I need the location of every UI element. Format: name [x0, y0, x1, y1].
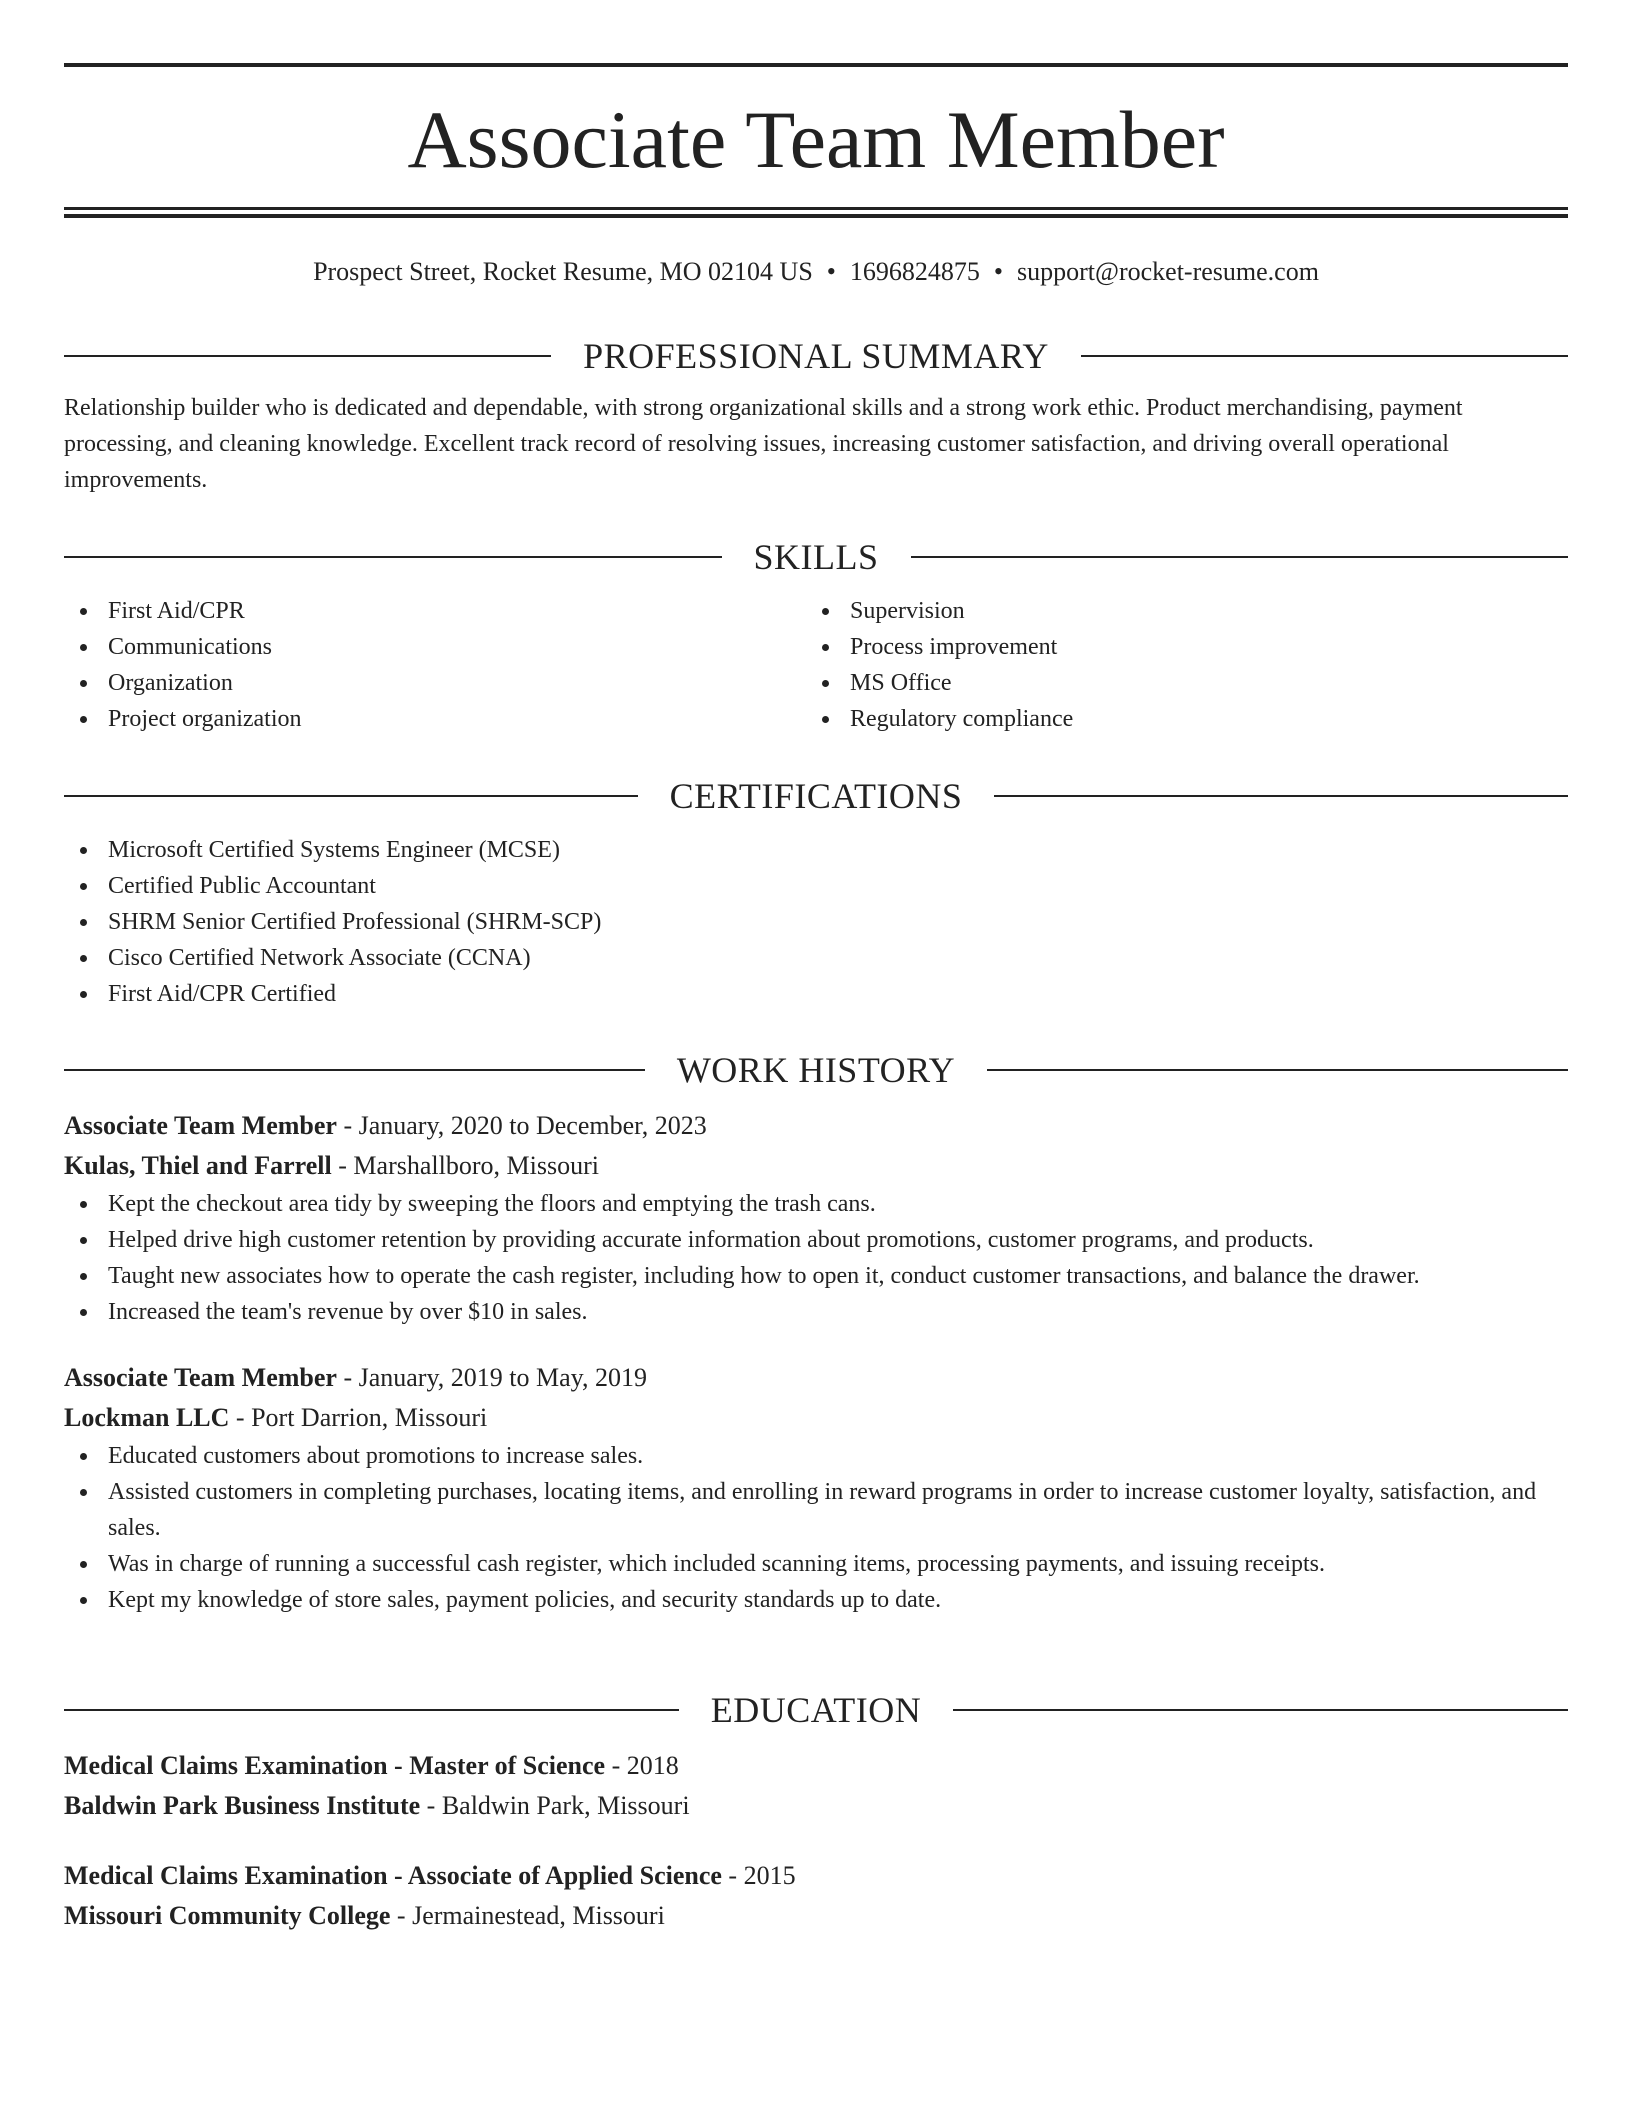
- education-school: Missouri Community College: [64, 1901, 391, 1930]
- summary-section: [64, 334, 1568, 498]
- certification-item: Cisco Certified Network Associate (CCNA): [64, 940, 1568, 976]
- job-bullet: Taught new associates how to operate the cash register, including how to open it, conduct customer transactions, and balance the drawer.: [64, 1258, 1568, 1294]
- skills-heading: SKILLS: [753, 537, 879, 577]
- summary-text: Relationship builder who is dedicated and dependable, with strong organizational skills and a strong work ethic. Product merchandising, payment processing, and cleaning knowledge. Excellent track record of resolving issues, increasing customer satisfaction, and driving overall operational improvements.: [64, 395, 1463, 493]
- contact-email: support@rocket-resume.com: [1017, 257, 1319, 286]
- skill-item: First Aid/CPR: [64, 593, 806, 629]
- certifications-heading-row: [64, 774, 1568, 818]
- skills-section: [64, 535, 1568, 737]
- education-section: [64, 1688, 1568, 1936]
- job-bullet: Was in charge of running a successful cash register, which included scanning items, processing payments, and issuing receipts.: [64, 1546, 1568, 1582]
- job-dates: - January, 2019 to May, 2019: [336, 1363, 647, 1392]
- heading-rule-right: [1081, 355, 1568, 357]
- job-title: Associate Team Member: [64, 1111, 337, 1140]
- summary-heading-row: [64, 334, 1568, 378]
- job-bullets: [64, 1186, 1568, 1330]
- heading-rule-right: [953, 1709, 1568, 1711]
- job-company: Lockman LLC: [64, 1403, 230, 1432]
- education-degree-line: [64, 1856, 1568, 1896]
- job-bullet: Educated customers about promotions to increase sales.: [64, 1438, 1568, 1474]
- skill-item: Regulatory compliance: [806, 701, 1548, 737]
- contact-separator: •: [826, 257, 836, 286]
- heading-rule-right: [987, 1069, 1568, 1071]
- education-heading: EDUCATION: [710, 1690, 922, 1730]
- job-title-line: [64, 1358, 1568, 1398]
- job-title: Associate Team Member: [64, 1363, 337, 1392]
- education-location: - Jermainestead, Missouri: [390, 1901, 665, 1930]
- skills-heading-row: [64, 535, 1568, 579]
- job-bullets: [64, 1438, 1568, 1618]
- heading-rule-left: [64, 556, 722, 558]
- job-bullet: Assisted customers in completing purchases, locating items, and enrolling in reward programs in order to increase customer loyalty, satisfaction, and sales.: [64, 1474, 1568, 1546]
- job-company-line: [64, 1398, 1568, 1438]
- education-school-line: [64, 1786, 1568, 1826]
- job-bullet: Helped drive high customer retention by providing accurate information about promotions, customer programs, and products.: [64, 1222, 1568, 1258]
- job-location: - Marshallboro, Missouri: [331, 1151, 599, 1180]
- education-location: - Baldwin Park, Missouri: [420, 1791, 690, 1820]
- education-degree: Medical Claims Examination - Associate of Applied Science: [64, 1861, 722, 1890]
- certification-item: SHRM Senior Certified Professional (SHRM-SCP): [64, 904, 1568, 940]
- skill-item: Communications: [64, 629, 806, 665]
- job-entry: [64, 1358, 1568, 1618]
- education-year: - 2015: [721, 1861, 796, 1890]
- skill-item: Supervision: [806, 593, 1548, 629]
- skill-item: MS Office: [806, 665, 1548, 701]
- job-title-line: [64, 1106, 1568, 1146]
- certifications-list: [64, 832, 1568, 1012]
- heading-rule-right: [994, 795, 1568, 797]
- education-degree-line: [64, 1746, 1568, 1786]
- job-bullet: Increased the team's revenue by over $10 in sales.: [64, 1294, 1568, 1330]
- education-year: - 2018: [605, 1751, 679, 1780]
- contact-phone: 1696824875: [849, 257, 980, 286]
- title-double-rule: [64, 207, 1568, 218]
- skills-grid: [64, 593, 1568, 737]
- certifications-heading: CERTIFICATIONS: [669, 776, 963, 816]
- resume-title: Associate Team Member: [407, 94, 1225, 185]
- certifications-section: [64, 774, 1568, 1012]
- certification-item: Microsoft Certified Systems Engineer (MCSE): [64, 832, 1568, 868]
- contact-address: Prospect Street, Rocket Resume, MO 02104 US: [313, 257, 813, 286]
- top-rule: [64, 63, 1568, 67]
- education-heading-row: [64, 1688, 1568, 1732]
- job-bullet: Kept my knowledge of store sales, payment policies, and security standards up to date.: [64, 1582, 1568, 1618]
- job-entry: [64, 1106, 1568, 1330]
- skills-right-list: [806, 593, 1548, 737]
- skill-item: Process improvement: [806, 629, 1548, 665]
- work-heading: WORK HISTORY: [676, 1050, 956, 1090]
- job-company: Kulas, Thiel and Farrell: [64, 1151, 332, 1180]
- certification-item: First Aid/CPR Certified: [64, 976, 1568, 1012]
- contact-line: [64, 254, 1568, 290]
- job-location: - Port Darrion, Missouri: [229, 1403, 488, 1432]
- heading-rule-right: [911, 556, 1569, 558]
- work-heading-row: [64, 1048, 1568, 1092]
- work-history-section: [64, 1048, 1568, 1618]
- skill-item: Project organization: [64, 701, 806, 737]
- job-dates: - January, 2020 to December, 2023: [336, 1111, 707, 1140]
- heading-rule-left: [64, 355, 551, 357]
- heading-rule-left: [64, 1709, 679, 1711]
- education-entry: [64, 1746, 1568, 1826]
- job-company-line: [64, 1146, 1568, 1186]
- heading-rule-left: [64, 1069, 645, 1071]
- skills-left-list: [64, 593, 806, 737]
- skill-item: Organization: [64, 665, 806, 701]
- heading-rule-left: [64, 795, 638, 797]
- education-degree: Medical Claims Examination - Master of Science: [64, 1751, 606, 1780]
- education-entry: [64, 1856, 1568, 1936]
- certification-item: Certified Public Accountant: [64, 868, 1568, 904]
- education-school-line: [64, 1896, 1568, 1936]
- job-bullet: Kept the checkout area tidy by sweeping the floors and emptying the trash cans.: [64, 1186, 1568, 1222]
- summary-heading: PROFESSIONAL SUMMARY: [583, 336, 1049, 376]
- education-school: Baldwin Park Business Institute: [64, 1791, 421, 1820]
- contact-separator: •: [993, 257, 1004, 286]
